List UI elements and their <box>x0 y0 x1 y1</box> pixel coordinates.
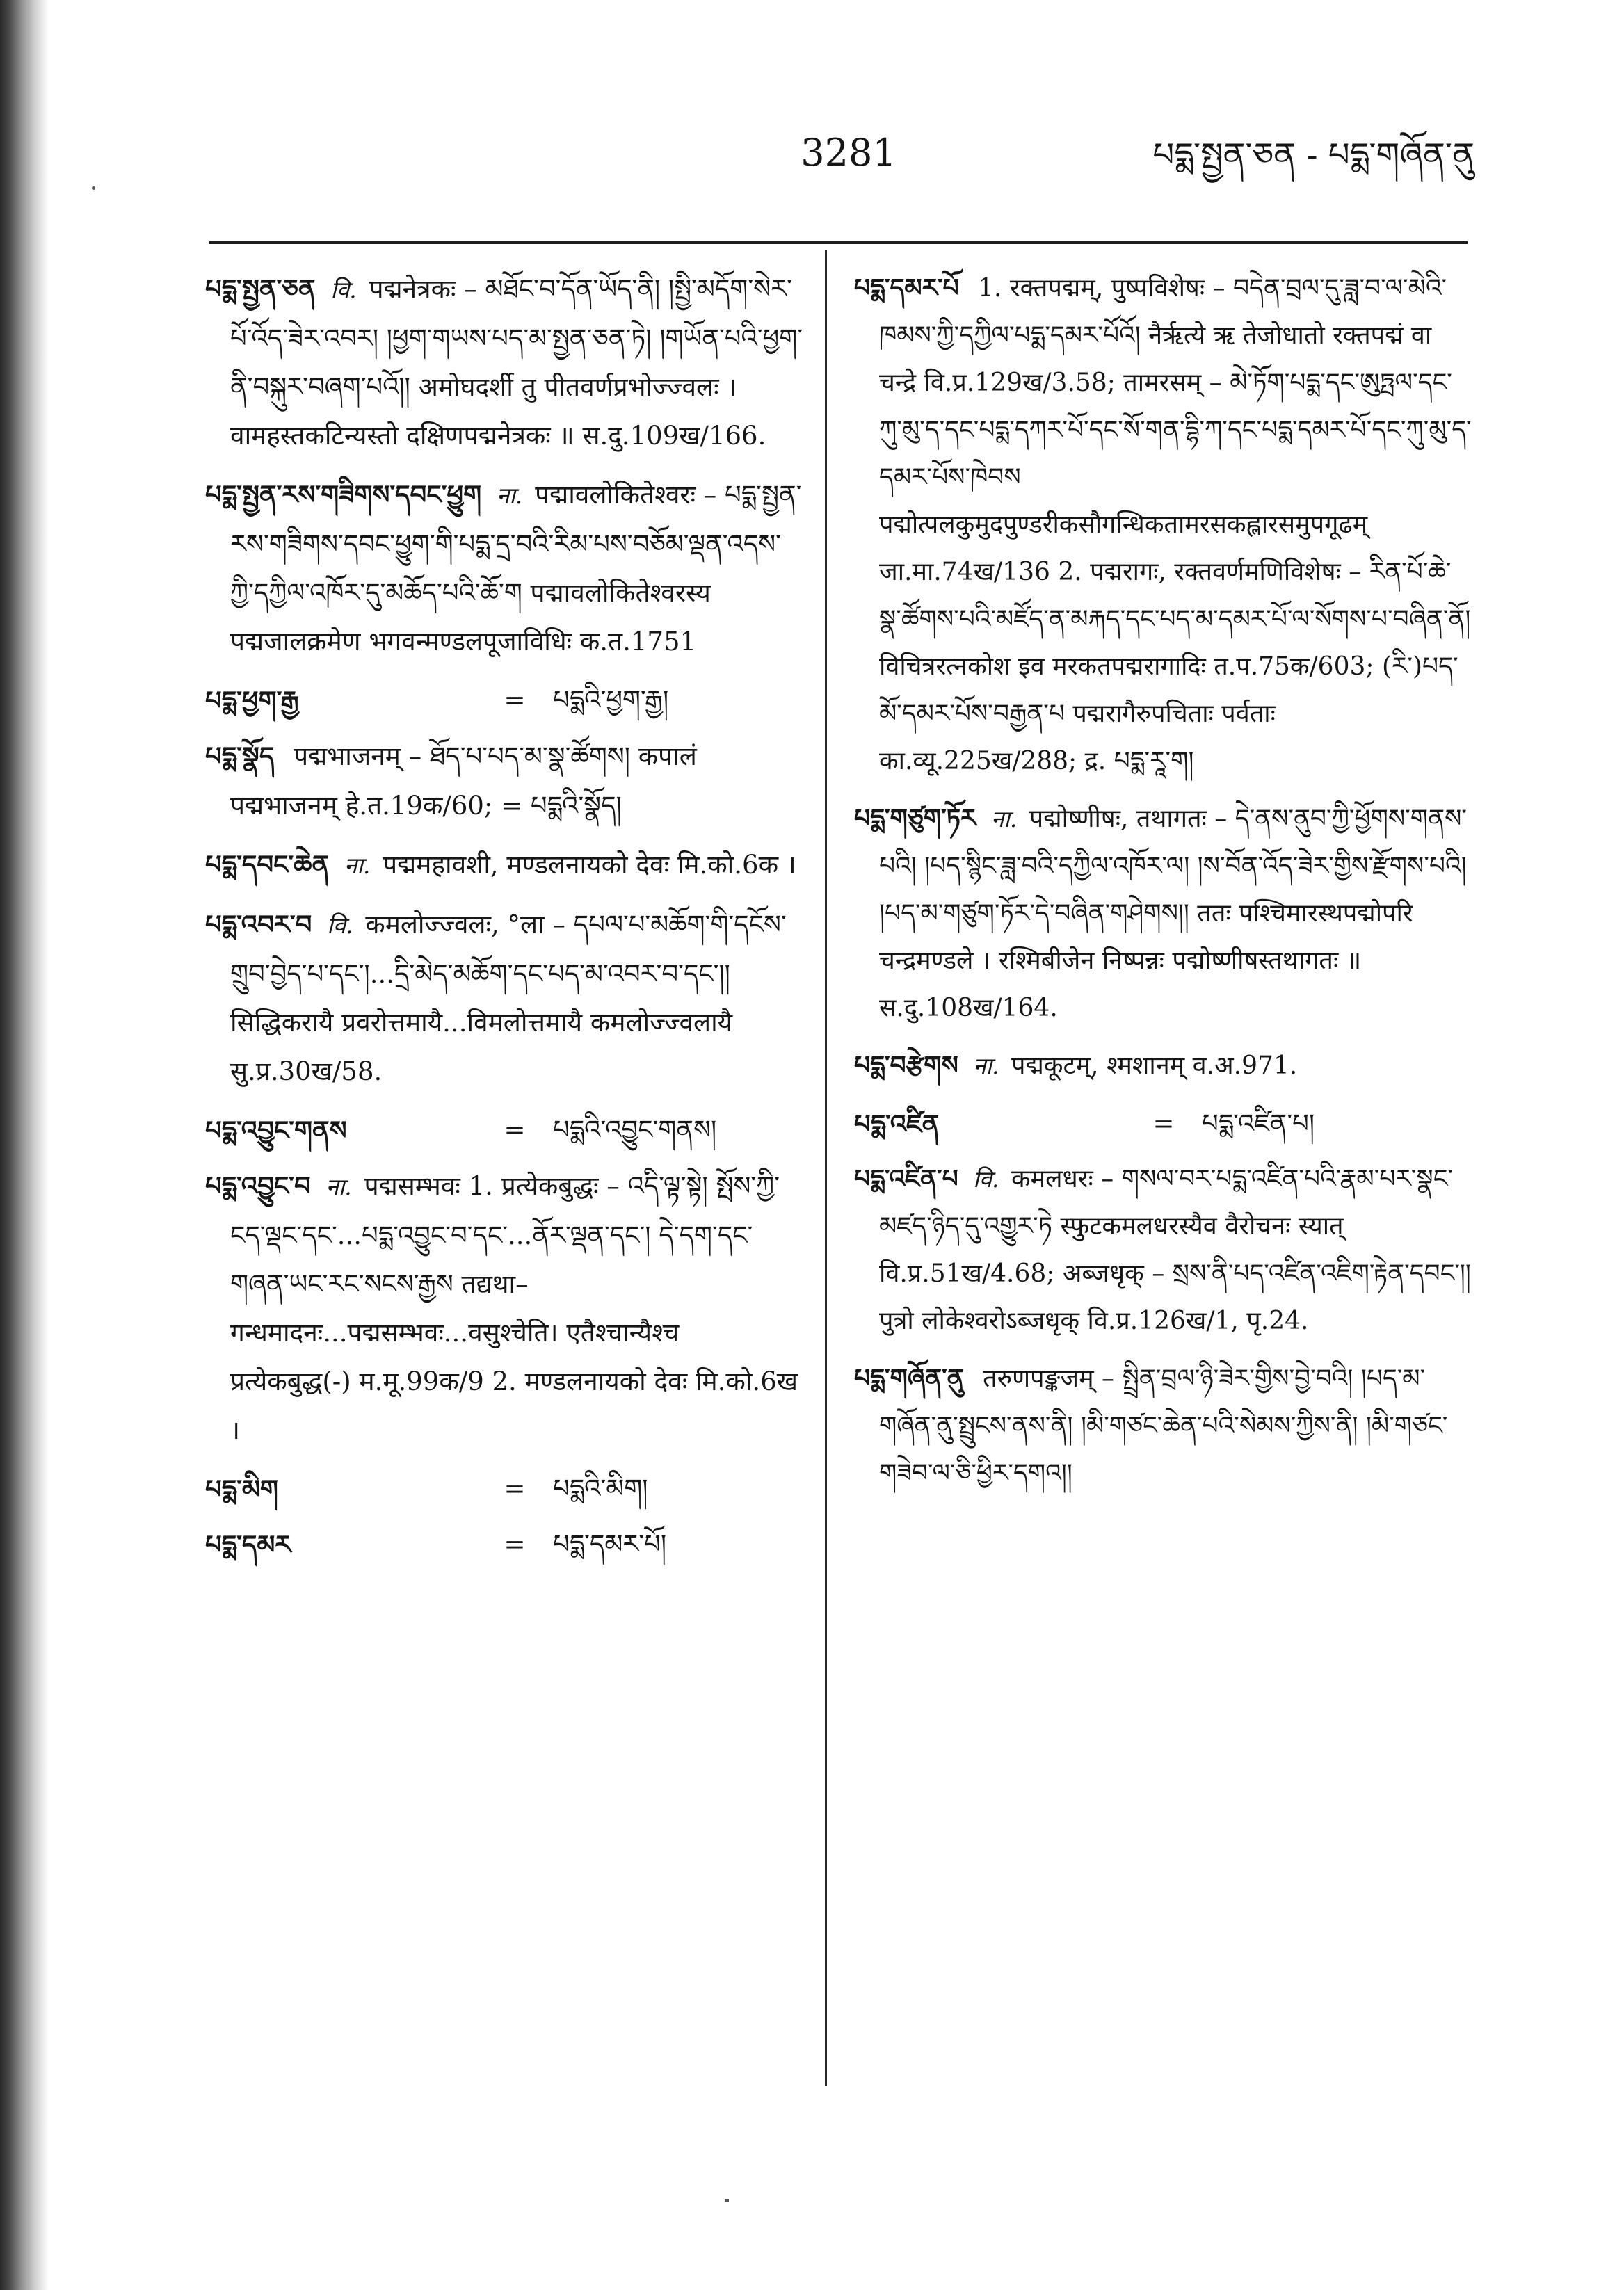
xref-target: པདྨའི་མིག། <box>553 1474 648 1503</box>
entry-headword: པདྨ་འབར་བ <box>205 909 312 940</box>
xref-target: པདྨ་འཛིན་པ། <box>1202 1108 1315 1138</box>
dictionary-entry <box>205 840 803 890</box>
dictionary-entry <box>854 1355 1473 1497</box>
xref-headword: པདྨ་དམར <box>205 1529 291 1560</box>
cross-reference <box>205 1106 803 1154</box>
entry-grammar-label: वि. <box>330 276 357 303</box>
entry-body: पद्मकूटम्, श्मशानम् व.अ.971. <box>1011 1051 1298 1080</box>
dictionary-entry <box>854 1042 1473 1090</box>
right-column <box>854 264 1473 1507</box>
entry-body: पद्ममहावशी, मण्डलनायको देवः मि.को.6क । <box>383 850 796 880</box>
xref-headword: པདྨ་མིག <box>205 1474 278 1504</box>
xref-equals: = <box>504 1474 526 1503</box>
dictionary-entry <box>205 1161 803 1455</box>
entry-body: पद्मनेत्रकः – མཐོང་བ་དོན་ཡོད་ནི། །སྤྱི་མདོག་སེར་པོ་འོད་ཟེར་འབར། །ཕྱག་གཡས་པད་མ་སྤྱན་ཅན་ཏེ། །གཡོན་པའི་ཕྱག་ནི་བསྐུར་བཞག་པའོ།། अमोघदर्शी तु पीतवर्णप्रभोज्ज्वलः । वामहस्तकटिन्यस्तो दक्षिणपद्मनेत्रकः ॥ स.दु.109ख/166. <box>230 274 803 451</box>
entry-grammar-label: ना. <box>496 482 523 509</box>
dictionary-entry <box>205 264 803 460</box>
xref-headword: པདྨ་ཕྱག་རྒྱ <box>205 685 299 716</box>
entry-headword: པདྨ་བརྩེགས <box>854 1051 958 1080</box>
entry-body: कमलोज्ज्वलः, °ला – དཔལ་པ་མཆོག་གི་དངོས་གྲུབ་བྱེད་པ་དང་།...དྲི་མེད་མཆོག་དང་པད་མ་འབར་བ་དང་།། सिद्धिकरायै प्रवरोत्तमायै...विमलोत्तमायै कमलोज्ज्वलायै सु.प्र.30ख/58. <box>230 910 787 1086</box>
dictionary-entry <box>205 732 803 830</box>
entry-headword: པདྨ་གཙུག་ཏོར <box>854 804 976 833</box>
column-divider <box>825 250 827 2086</box>
xref-equals: = <box>504 1529 526 1559</box>
xref-target: པདྨ་དམར་པོ། <box>553 1529 667 1559</box>
dictionary-entry <box>205 900 803 1096</box>
entry-body: कमलधरः – གསལ་བར་པདྨ་འཛིན་པའི་རྣམ་པར་སྣང་མཛད་ཉིད་དུ་འགྱུར་ཏེ स्फुटकमलधरस्यैव वैरोचनः स्यात् वि.प्र.51ख/4.68; अब्जधृक् – སྲས་ནི་པད་འཛིན་འཇིག་རྟེན་དབང་།། पुत्रो लोकेश्वरोऽब्जधृक् वि.प्र.126ख/1, पृ.24. <box>879 1165 1471 1335</box>
cross-reference <box>205 676 803 725</box>
dictionary-entry <box>854 1155 1473 1345</box>
dictionary-entry <box>854 795 1473 1032</box>
entry-body: पद्मोष्णीषः, तथागतः – དེ་ནས་ནུབ་ཀྱི་ཕྱོགས་གནས་པའི། །པད་སྙིང་ཟླ་བའི་དཀྱིལ་འཁོར་ལ། །ས་བོན་འོད་ཟེར་གྱིས་རྫོགས་པའི། །པད་མ་གཙུག་ཏོར་དེ་བཞིན་གཤེགས།། ततः पश्चिमारस्थपद्मोपरि चन्द्रमण्डले । रश्मिबीजेन निष्पन्नः पद्मोष्णीषस्तथागतः ॥ स.दु.108ख/164. <box>879 805 1467 1022</box>
entry-headword: པདྨ་སྤྱན་ཅན <box>205 273 316 304</box>
cross-reference <box>205 1465 803 1513</box>
header-rule <box>209 241 1468 244</box>
entry-body: पद्मसम्भवः 1. प्रत्येकबुद्धः – འདི་ལྟ་སྟེ། སྤོས་ཀྱི་ངད་ལྡང་དང་...པདྨ་འབྱུང་བ་དང་...ནོར་ལྡན་དང་། དེ་དག་དང་གཞན་ཡང་རང་སངས་རྒྱས तद्यथा– गन्धमादनः...पद्मसम्भवः...वसुश्चेति। एतैश्चान्यैश्च प्रत्येकबुद्ध(-) म.मू.99क/9 2. मण्डलनायको देवः मि.को.6ख । <box>230 1171 798 1445</box>
running-head: པདྨ་སྤྱན་ཅན - པདྨ་གཞོན་ནུ <box>1152 136 1474 175</box>
xref-target: པདྨའི་ཕྱག་རྒྱ། <box>553 685 669 715</box>
entry-grammar-label: ना. <box>344 852 371 879</box>
entry-headword: པདྨ་སྤྱན་རས་གཟིགས་དབང་ཕྱུག <box>205 479 482 510</box>
xref-equals: = <box>504 685 526 715</box>
entry-headword: པདྨ་སྣོད <box>205 741 275 771</box>
entry-grammar-label: ना. <box>990 805 1018 832</box>
xref-target: པདྨའི་འབྱུང་གནས། <box>553 1115 717 1145</box>
left-column <box>205 264 803 1576</box>
entry-body: पद्मभाजनम् – ཐོད་པ་པད་མ་སྣ་ཚོགས། कपालं पद्मभाजनम् हे.त.19क/60; = པདྨའི་སྣོད། <box>230 741 697 821</box>
entry-body: तरुणपङ्कजम् – སྤྲིན་བྲལ་ཉི་ཟེར་གྱིས་བྱེ་བའི། །པད་མ་གཞོན་ནུ་སྤྲུངས་ནས་ནི། །མི་གཙང་ཆེན་པའི་སེམས་ཀྱིས་ནི། །མི་གཙང་གཟེབ་ལ་ཅི་ཕྱིར་དགའ།། <box>879 1364 1448 1487</box>
xref-headword: པདྨ་འཛིན <box>854 1108 940 1139</box>
entry-grammar-label: ना. <box>973 1052 999 1079</box>
entry-grammar-label: ना. <box>325 1173 352 1200</box>
page-number: 3281 <box>801 131 897 175</box>
scan-binding-shadow <box>0 0 49 2290</box>
xref-equals: = <box>1152 1108 1175 1138</box>
cross-reference <box>205 1520 803 1569</box>
cross-reference <box>854 1099 1473 1148</box>
entry-grammar-label: वि. <box>327 912 353 939</box>
dictionary-entry <box>205 470 803 666</box>
scan-speck <box>725 2199 729 2202</box>
entry-headword: པདྨ་འཛིན་པ <box>854 1164 958 1193</box>
entry-headword: པདྨ་དམར་པོ <box>854 273 959 303</box>
entry-grammar-label: वि. <box>973 1166 999 1193</box>
entry-headword: པདྨ་དབང་ཆེན <box>205 849 330 880</box>
entry-headword: པདྨ་འབྱུང་བ <box>205 1170 311 1201</box>
entry-body: पद्मावलोकितेश्वरः – པདྨ་སྤྱན་རས་གཟིགས་དབང་ཕྱུག་གི་པདྨ་དྲ་བའི་རིམ་པས་བཅོམ་ལྡན་འདས་ཀྱི་དཀྱིལ་འཁོར་དུ་མཆོད་པའི་ཆོ་ག पद्मावलोकितेश्वरस्य पद्मजालक्रमेण भगवन्मण्डलपूजाविधिः क.त.1751 <box>230 480 802 656</box>
entry-headword: པདྨ་གཞོན་ནུ <box>854 1364 964 1393</box>
xref-headword: པདྨ་འབྱུང་གནས <box>205 1115 347 1145</box>
entry-body: 1. रक्तपद्मम्, पुष्पविशेषः – བདེན་བྲལ་དུ་ཟླ་བ་ལ་མེའི་ཁམས་ཀྱི་དཀྱིལ་པདྨ་དམར་པོའོ། नैर्ऋत्ये ऋ तेजोधातो रक्तपद्मं वा चन्द्रे वि.प्र.129ख/3.58; तामरसम् – མེ་ཏོག་པདྨ་དང་ཨུཏྤལ་དང་ཀུ་མུ་ད་དང་པདྨ་དཀར་པོ་དང་སོ་གན་དྷི་ཀ་དང་པདྨ་དམར་པོ་དང་ཀུ་མུ་ད་དམར་པོས་ཁེབས पद्मोत्पलकुमुदपुण्डरीकसौगन्धिकतामरसकह्लारसमुपगूढम् जा.मा.74ख/136 2. पद्मरागः, रक्तवर्णमणिविशेषः – རིན་པོ་ཆེ་སྣ་ཚོགས་པའི་མཛོད་ན་མརྐད་དང་པད་མ་དམར་པོ་ལ་སོགས་པ་བཞིན་ནོ། विचित्ररत्नकोश इव मरकतपद्मरागादिः त.प.75क/603; (རི་)པད་མོ་དམར་པོས་བརྒྱན་པ पद्मरागैरुपचिताः पर्वताः का.व्यू.225ख/288; द्र. པདྨ་རཱ་ག། <box>879 274 1472 775</box>
scan-speck <box>92 186 95 190</box>
xref-equals: = <box>504 1115 526 1145</box>
dictionary-entry <box>854 264 1473 785</box>
